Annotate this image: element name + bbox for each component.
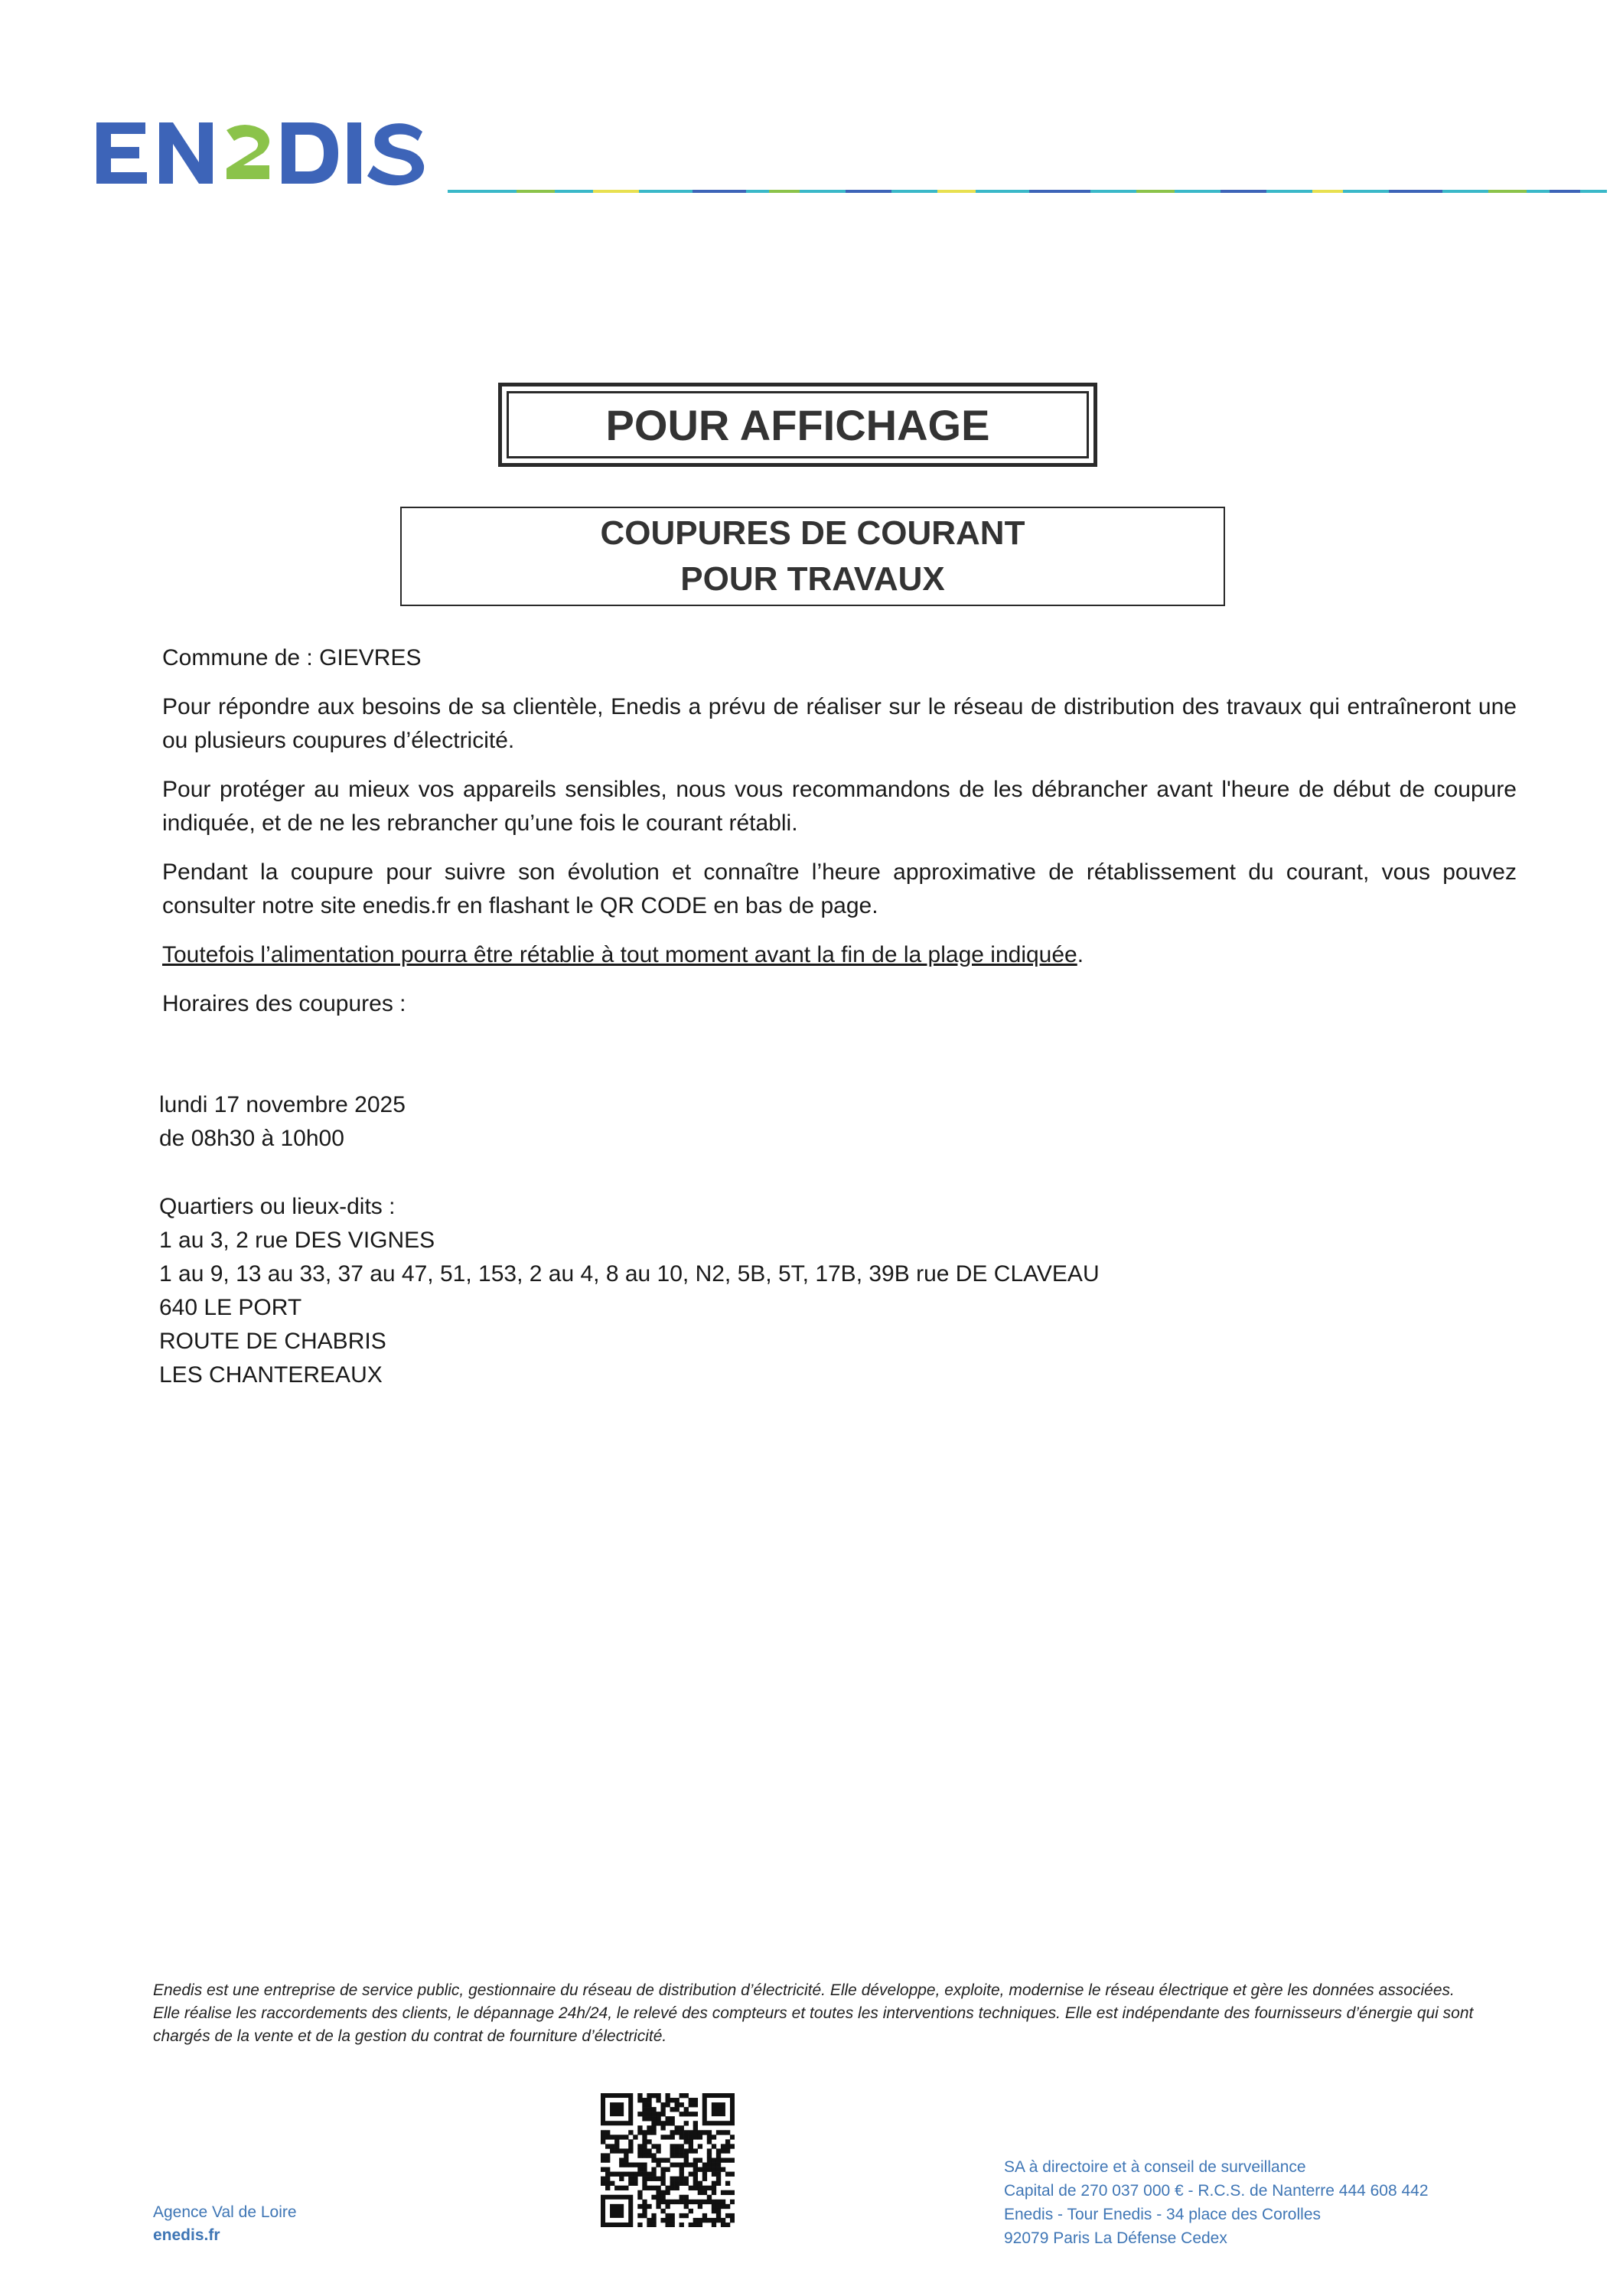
enedis-logo-mark: [92, 115, 436, 191]
company-line: SA à directoire et à conseil de surveillance: [1004, 2158, 1306, 2176]
outage-time: de 08h30 à 10h00: [159, 1126, 344, 1151]
schedule-label: Horaires des coupures :: [162, 991, 406, 1016]
paragraph-tracking: Pendant la coupure pour suivre son évolution et connaître l’heure approximative de rétablissement du courant, vous pouvez consulter notre site enedis.fr en flashant le QR CODE en bas de page.: [162, 859, 1517, 918]
restoration-notice: Toutefois l’alimentation pourra être rétablie à tout moment avant la fin de la plage indiquée: [162, 942, 1077, 967]
paragraph-restoration: [162, 938, 1517, 972]
footer-company-block: [1004, 2155, 1429, 2250]
qr-code[interactable]: [601, 2093, 735, 2227]
brand-divider-graphic: [448, 189, 1607, 194]
place-item: 1 au 9, 13 au 33, 37 au 47, 51, 153, 2 au 4, 8 au 10, N2, 5B, 5T, 17B, 39B rue DE CLAVEAU: [159, 1261, 1100, 1287]
place-item: LES CHANTEREAUX: [159, 1362, 383, 1388]
outage-date: lundi 17 novembre 2025: [159, 1092, 406, 1117]
company-line: Enedis - Tour Enedis - 34 place des Corolles: [1004, 2206, 1322, 2223]
brand-divider-line: [448, 184, 1607, 188]
notice-title-line1: COUPURES DE COURANT: [600, 514, 1025, 552]
restoration-notice-period: .: [1077, 942, 1084, 967]
place-item: 1 au 3, 2 rue DES VIGNES: [159, 1228, 435, 1253]
outage-schedule: [159, 1088, 406, 1156]
commune-line: Commune de : GIEVRES: [162, 645, 422, 670]
place-item: 640 LE PORT: [159, 1295, 302, 1320]
display-title: POUR AFFICHAGE: [507, 391, 1089, 458]
notice-title-line2: POUR TRAVAUX: [680, 560, 945, 598]
footer-agency-block: [153, 2201, 297, 2247]
affected-places: [159, 1190, 1100, 1392]
website-link[interactable]: enedis.fr: [153, 2226, 220, 2244]
places-label: Quartiers ou lieux-dits :: [159, 1194, 396, 1219]
display-title-box: [498, 383, 1097, 467]
legal-notice: Enedis est une entreprise de service public, gestionnaire du réseau de distribution d’électricité. Elle développe, exploite, modernise le réseau électrique et gère les données associées. Elle réalise les raccordements des clients, le dépannage 24h/24, le relevé des compteurs et toutes les interventions techniques. Elle est indépendante des fournisseurs d’énergie qui sont chargés de la vente et de la gestion du contrat de fourniture d’électricité.: [153, 1981, 1474, 2045]
company-line: 92079 Paris La Défense Cedex: [1004, 2229, 1227, 2247]
company-line: Capital de 270 037 000 € - R.C.S. de Nanterre 444 608 442: [1004, 2182, 1429, 2200]
enedis-logo: [92, 115, 436, 191]
place-item: ROUTE DE CHABRIS: [159, 1329, 386, 1354]
notice-title-box: [400, 507, 1225, 606]
notice-body: [162, 641, 1517, 1036]
agency-name: Agence Val de Loire: [153, 2203, 297, 2221]
paragraph-protection: Pour protéger au mieux vos appareils sensibles, nous vous recommandons de les débrancher avant l'heure de début de coupure indiquée, et de ne les rebrancher qu’une fois le courant rétabli.: [162, 777, 1517, 836]
qr-code-graphic[interactable]: [601, 2093, 735, 2227]
paragraph-works: Pour répondre aux besoins de sa clientèle, Enedis a prévu de réaliser sur le réseau de distribution des travaux qui entraîneront une ou plusieurs coupures d’électricité.: [162, 694, 1517, 753]
